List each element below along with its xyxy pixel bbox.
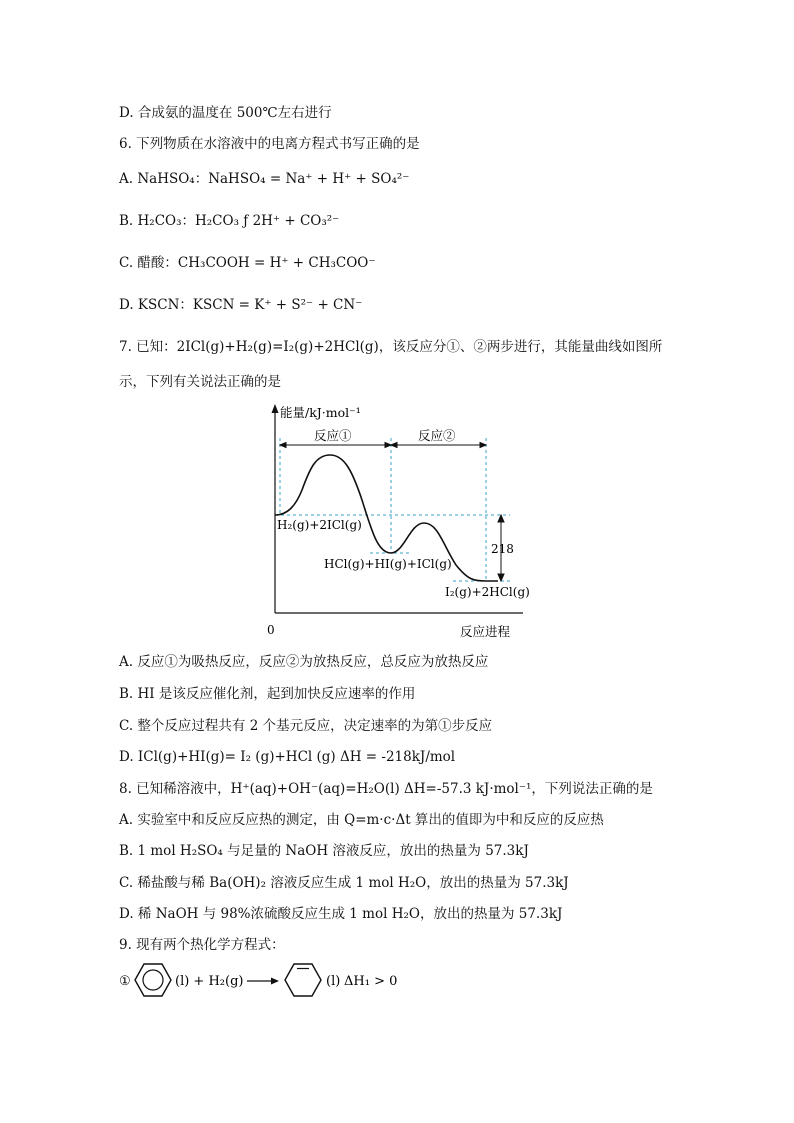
step1-label: 反应① [314,428,352,443]
q7-option-b: B. HI 是该反应催化剂，起到加快反应速率的作用 [119,686,416,702]
q8-option-a: A. 实验室中和反应反应热的测定，由 Q=m·c·Δt 算出的值即为中和反应的反应热 [119,812,604,828]
energy-diagram [258,400,538,645]
q6-stem: 6. 下列物质在水溶液中的电离方程式书写正确的是 [119,136,420,152]
reaction-arrow-icon [247,978,279,985]
q7-option-d: D. ICl(g)+HI(g)= I₂ (g)+HCl (g) ΔH = -218kJ/mol [119,749,456,765]
q7-option-c: C. 整个反应过程共有 2 个基元反应，决定速率的为第①步反应 [119,718,493,734]
delta-h1: ΔH₁ > 0 [344,974,398,989]
q7-stem-line2: 示，下列有关说法正确的是 [119,374,281,390]
step2-label: 反应② [418,428,456,443]
y-axis-arrow [272,404,279,413]
cyclohexene-icon [285,964,321,996]
y-axis-label: 能量/kJ·mol⁻¹ [280,405,361,420]
q6-option-c: C. 醋酸：CH₃COOH = H⁺ + CH₃COO⁻ [119,255,376,271]
q9-equation-1 [119,960,519,1000]
q8-option-d: D. 稀 NaOH 与 98%浓硫酸反应生成 1 mol H₂O，放出的热量为 57.3kJ [119,906,563,922]
q7-stem-line1: 7. 已知：2ICl(g)+H₂(g)=I₂(g)+2HCl(g)，该反应分①、②两步进行，其能量曲线如图所 [119,339,663,355]
benzene-icon [135,964,171,996]
intermediate-label: HCl(g)+HI(g)+ICl(g) [324,557,452,571]
delta-value: 218 [491,542,514,556]
q7-option-a: A. 反应①为吸热反应，反应②为放热反应，总反应为放热反应 [119,654,489,670]
q8-option-c: C. 稀盐酸与稀 Ba(OH)₂ 溶液反应生成 1 mol H₂O，放出的热量为 57.3kJ [119,875,569,891]
origin-label: 0 [267,623,275,637]
equation-marker: ① [119,974,131,989]
products-label: I₂(g)+2HCl(g) [445,585,530,599]
q6-option-a: A. NaHSO₄：NaHSO₄ = Na⁺ + H⁺ + SO₄²⁻ [119,171,410,187]
step-arrows [280,443,486,448]
q5-option-d: D. 合成氨的温度在 500℃左右进行 [119,105,332,121]
reactants-label: H₂(g)+2ICl(g) [277,518,362,532]
q9-stem: 9. 现有两个热化学方程式： [119,937,285,953]
q8-stem: 8. 已知稀溶液中，H⁺(aq)+OH⁻(aq)=H₂O(l) ΔH=-57.3 kJ·mol⁻¹，下列说法正确的是 [119,781,653,797]
q8-option-b: B. 1 mol H₂SO₄ 与足量的 NaOH 溶液反应，放出的热量为 57.3kJ [119,843,529,859]
q6-option-b: B. H₂CO₃：H₂CO₃ ƒ 2H⁺ + CO₃²⁻ [119,213,340,229]
q6-option-d: D. KSCN：KSCN = K⁺ + S²⁻ + CN⁻ [119,297,363,313]
x-axis-label: 反应进程 [460,624,511,639]
reactant-tail: (l) + H₂(g) [175,974,244,989]
product-tail: (l) [326,974,341,989]
